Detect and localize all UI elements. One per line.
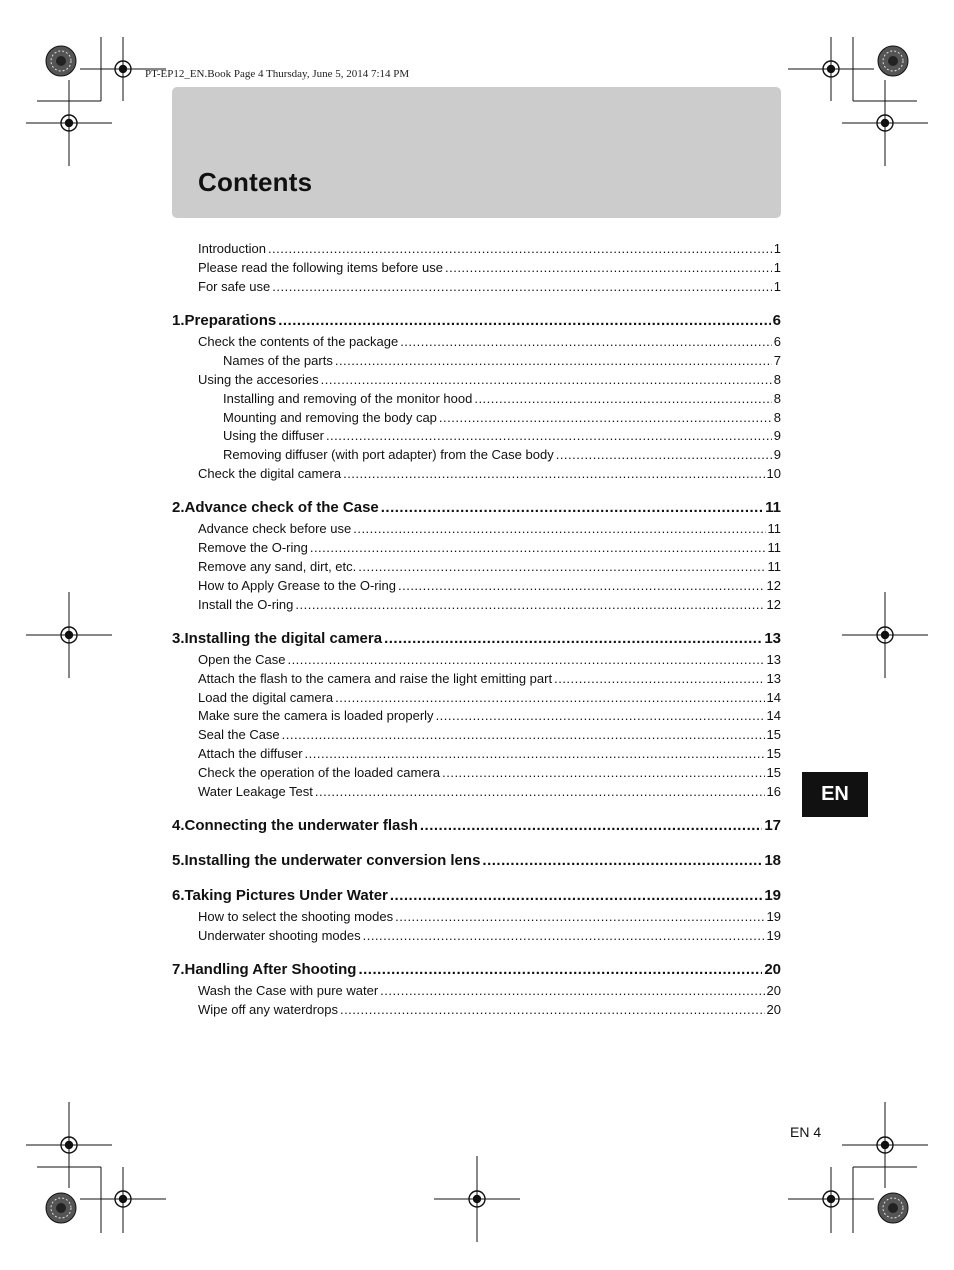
- toc-entry-page: 16: [766, 784, 781, 799]
- toc-entry[interactable]: [198, 540, 781, 557]
- page-title: Contents: [198, 167, 313, 197]
- print-header-note: PT-EP12_EN.Book Page 4 Thursday, June 5, 2014 7:14 PM: [145, 68, 410, 80]
- toc-entry-page: 8: [773, 372, 781, 387]
- toc-leader-dots: [439, 410, 772, 425]
- toc-leader-dots: [353, 521, 765, 536]
- toc-chapter-entry[interactable]: [172, 852, 781, 872]
- toc-leader-dots: [340, 1002, 765, 1017]
- toc-entry[interactable]: [198, 671, 781, 688]
- toc-leader-dots: [295, 597, 764, 612]
- toc-entry[interactable]: [198, 784, 781, 801]
- toc-entry-page: 7: [773, 353, 781, 368]
- toc-leader-dots: [282, 727, 765, 742]
- toc-entry[interactable]: [198, 983, 781, 1000]
- toc-leader-dots: [556, 447, 772, 462]
- toc-entry-page: 8: [773, 410, 781, 425]
- toc-entry[interactable]: [198, 1002, 781, 1019]
- toc-entry[interactable]: [223, 410, 781, 427]
- toc-entry-page: 15: [766, 765, 781, 780]
- toc-entry-page: 6: [773, 334, 781, 349]
- page-number: EN 4: [790, 1124, 822, 1140]
- toc-entry-page: 11: [767, 540, 781, 555]
- toc-entry[interactable]: [223, 447, 781, 464]
- toc-entry-label: How to select the shooting modes: [198, 909, 394, 924]
- toc-entry-label: Underwater shooting modes: [198, 928, 361, 943]
- toc-chapter-entry[interactable]: [172, 817, 781, 837]
- toc-leader-dots: [321, 372, 772, 387]
- toc-entry-label: 4.Connecting the underwater flash: [172, 817, 418, 834]
- toc-leader-dots: [436, 708, 765, 723]
- toc-leader-dots: [278, 312, 770, 329]
- toc-entry-label: Installing and removing of the monitor hood: [223, 391, 473, 406]
- toc-leader-dots: [384, 630, 762, 647]
- toc-entry[interactable]: [198, 597, 781, 614]
- toc-entry[interactable]: [198, 521, 781, 538]
- toc-leader-dots: [268, 241, 772, 256]
- toc-entry-label: Removing diffuser (with port adapter) from the Case body: [223, 447, 554, 462]
- toc-entry-label: 6.Taking Pictures Under Water: [172, 887, 388, 904]
- toc-entry-label: 3.Installing the digital camera: [172, 630, 383, 647]
- toc-leader-dots: [390, 887, 762, 904]
- toc-entry-page: 9: [773, 447, 781, 462]
- toc-entry-label: Remove the O-ring: [198, 540, 308, 555]
- toc-entry-label: 2.Advance check of the Case: [172, 499, 379, 516]
- toc-entry-label: Seal the Case: [198, 727, 280, 742]
- toc-leader-dots: [442, 765, 764, 780]
- toc-leader-dots: [381, 499, 763, 516]
- toc-leader-dots: [400, 334, 772, 349]
- toc-chapter-entry[interactable]: [172, 961, 781, 981]
- toc-chapter-entry[interactable]: [172, 630, 781, 650]
- toc-leader-dots: [343, 466, 764, 481]
- toc-leader-dots: [420, 817, 762, 834]
- toc-entry[interactable]: [198, 559, 781, 576]
- toc-entry-page: 9: [773, 428, 781, 443]
- toc-entry-page: 19: [766, 928, 781, 943]
- toc-entry-label: Wash the Case with pure water: [198, 983, 379, 998]
- toc-entry-label: Mounting and removing the body cap: [223, 410, 437, 425]
- toc-entry-label: Please read the following items before use: [198, 260, 443, 275]
- toc-entry-page: 8: [773, 391, 781, 406]
- toc-leader-dots: [305, 746, 765, 761]
- toc-leader-dots: [310, 540, 766, 555]
- toc-entry-page: 11: [767, 521, 781, 536]
- toc-entry[interactable]: [198, 909, 781, 926]
- toc-entry[interactable]: [198, 260, 781, 277]
- toc-chapter-entry[interactable]: [172, 499, 781, 519]
- toc-entry-page: 13: [764, 630, 781, 647]
- toc-leader-dots: [363, 928, 765, 943]
- toc-entry[interactable]: [223, 428, 781, 445]
- toc-leader-dots: [315, 784, 765, 799]
- toc-entry[interactable]: [198, 466, 781, 483]
- toc-entry-label: 1.Preparations: [172, 312, 277, 329]
- toc-leader-dots: [398, 578, 765, 593]
- toc-entry-page: 20: [766, 983, 781, 998]
- toc-entry-page: 10: [766, 466, 781, 481]
- toc-entry[interactable]: [223, 353, 781, 370]
- toc-leader-dots: [358, 559, 765, 574]
- toc-entry-label: Make sure the camera is loaded properly: [198, 708, 434, 723]
- toc-leader-dots: [335, 690, 764, 705]
- toc-leader-dots: [335, 353, 772, 368]
- toc-entry-label: Wipe off any waterdrops: [198, 1002, 338, 1017]
- toc-entry-page: 14: [766, 690, 781, 705]
- toc-entry-page: 20: [764, 961, 781, 978]
- toc-entry-page: 1: [773, 241, 781, 256]
- toc-entry-page: 1: [773, 260, 781, 275]
- toc-chapter-entry[interactable]: [172, 887, 781, 907]
- toc-entry[interactable]: [198, 578, 781, 595]
- toc-leader-dots: [445, 260, 772, 275]
- toc-leader-dots: [326, 428, 772, 443]
- toc-entry[interactable]: [198, 746, 781, 763]
- toc-entry-label: Introduction: [198, 241, 266, 256]
- toc-leader-dots: [554, 671, 764, 686]
- toc-leader-dots: [474, 391, 771, 406]
- toc-entry-label: Attach the flash to the camera and raise the light emitting part: [198, 671, 553, 686]
- toc-leader-dots: [395, 909, 764, 924]
- toc-entry-page: 17: [764, 817, 781, 834]
- toc-entry[interactable]: [198, 279, 781, 296]
- toc-entry-page: 19: [766, 909, 781, 924]
- toc-entry-label: Check the operation of the loaded camera: [198, 765, 441, 780]
- toc-entry-page: 12: [766, 597, 781, 612]
- toc-leader-dots: [287, 652, 764, 667]
- toc-entry-label: Using the diffuser: [223, 428, 324, 443]
- toc-entry-label: Water Leakage Test: [198, 784, 313, 799]
- toc-entry[interactable]: [198, 372, 781, 389]
- toc-entry-label: Open the Case: [198, 652, 286, 667]
- toc-entry[interactable]: [198, 928, 781, 945]
- toc-entry[interactable]: [198, 334, 781, 351]
- language-tab: EN: [802, 772, 868, 817]
- toc-entry-page: 13: [766, 652, 781, 667]
- toc-entry-label: Check the contents of the package: [198, 334, 399, 349]
- toc-entry[interactable]: [198, 652, 781, 669]
- toc-entry-label: Install the O-ring: [198, 597, 294, 612]
- toc-entry[interactable]: [198, 727, 781, 744]
- toc-entry-label: Names of the parts: [223, 353, 333, 368]
- toc-entry-page: 20: [766, 1002, 781, 1017]
- toc-entry-label: Remove any sand, dirt, etc.: [198, 559, 357, 574]
- toc-entry-page: 14: [766, 708, 781, 723]
- toc-entry-label: How to Apply Grease to the O-ring: [198, 578, 396, 593]
- toc-entry-label: 5.Installing the underwater conversion lens: [172, 852, 481, 869]
- toc-entry-label: 7.Handling After Shooting: [172, 961, 357, 978]
- toc-entry[interactable]: [198, 690, 781, 707]
- toc-entry-label: Attach the diffuser: [198, 746, 303, 761]
- toc-entry-page: 6: [772, 312, 781, 329]
- toc-entry-page: 13: [766, 671, 781, 686]
- toc-entry[interactable]: [198, 765, 781, 782]
- toc-entry-page: 11: [767, 559, 781, 574]
- toc-entry-page: 12: [766, 578, 781, 593]
- toc-leader-dots: [272, 279, 772, 294]
- toc-entry-label: Advance check before use: [198, 521, 352, 536]
- toc-entry[interactable]: [198, 708, 781, 725]
- toc-entry-page: 19: [764, 887, 781, 904]
- toc-entry-page: 11: [765, 499, 781, 516]
- toc-leader-dots: [358, 961, 762, 978]
- toc-entry[interactable]: [223, 391, 781, 408]
- toc-entry[interactable]: [198, 241, 781, 258]
- toc-entry-page: 1: [773, 279, 781, 294]
- toc-leader-dots: [482, 852, 762, 869]
- toc-chapter-entry[interactable]: [172, 312, 781, 332]
- toc-entry-page: 15: [766, 746, 781, 761]
- toc-entry-page: 18: [764, 852, 781, 869]
- toc-entry-label: For safe use: [198, 279, 271, 294]
- toc-entry-page: 15: [766, 727, 781, 742]
- toc-entry-label: Using the accesories: [198, 372, 319, 387]
- toc-leader-dots: [380, 983, 764, 998]
- toc-entry-label: Load the digital camera: [198, 690, 334, 705]
- toc-entry-label: Check the digital camera: [198, 466, 342, 481]
